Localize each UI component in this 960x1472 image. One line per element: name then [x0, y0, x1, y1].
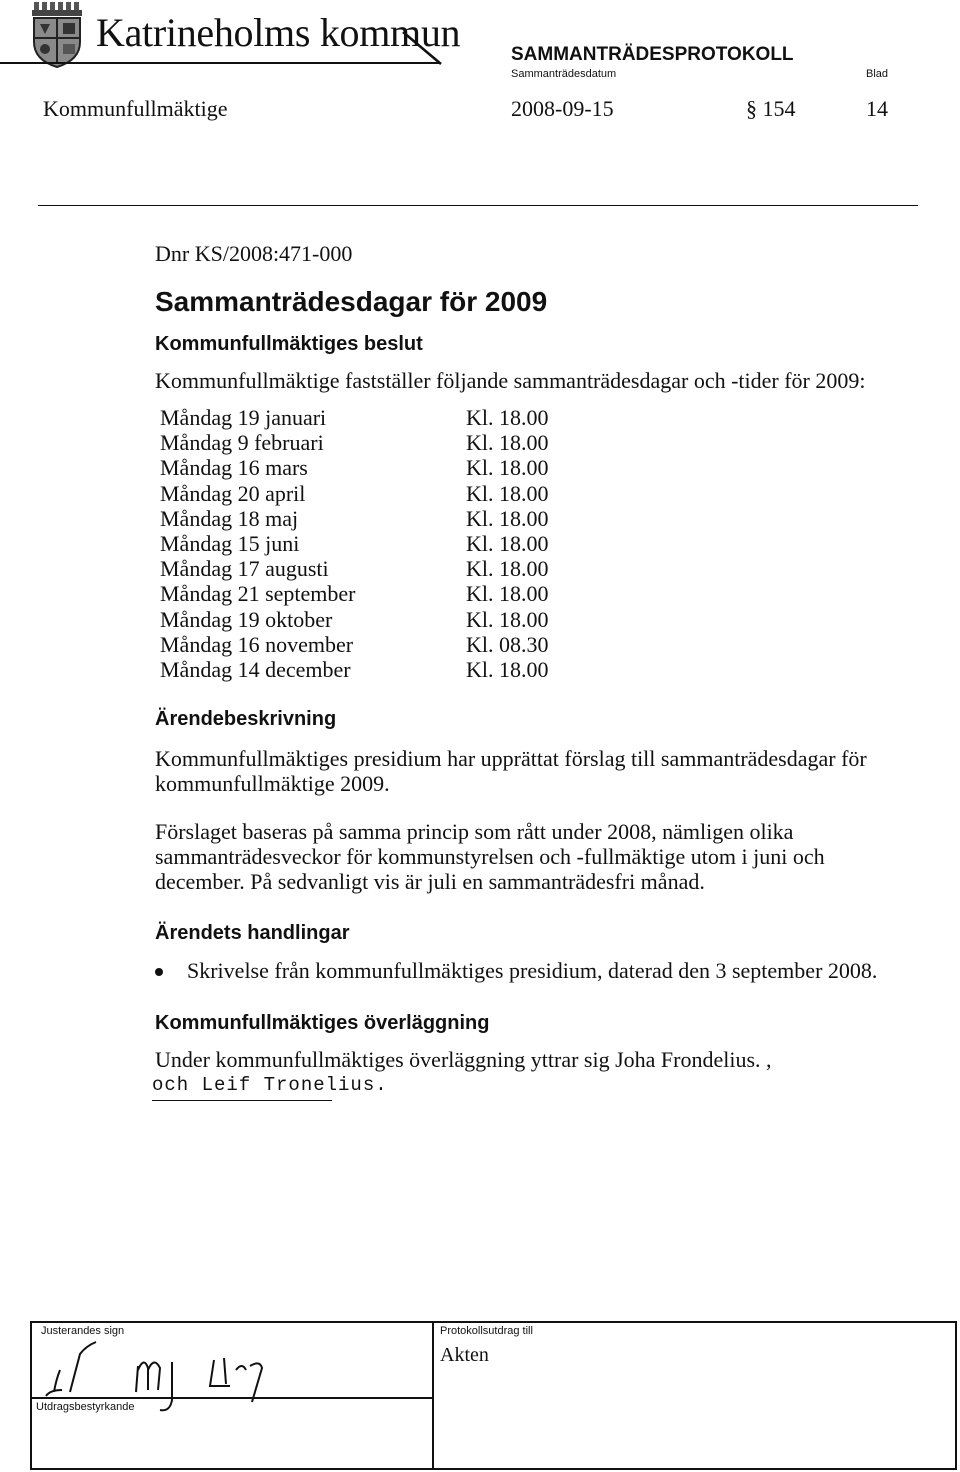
- case-documents-heading: Ärendets handlingar: [155, 922, 350, 944]
- schedule-time: Kl. 18.00: [466, 606, 549, 632]
- schedule-day: Måndag 17 augusti: [160, 556, 329, 582]
- schedule-day: Måndag 16 mars: [160, 455, 308, 481]
- handwritten-initials: [40, 1340, 320, 1420]
- deliberation-text: Under kommunfullmäktiges överläggning yttrar sig Joha Frondelius. ,: [155, 1047, 772, 1072]
- schedule-time: Kl. 18.00: [466, 505, 549, 531]
- schedule-day: Måndag 18 maj: [160, 505, 299, 531]
- document-title: Sammanträdesdagar för 2009: [155, 286, 548, 317]
- organisation-underline: [0, 62, 440, 64]
- header-stroke-mark: [395, 30, 445, 66]
- case-document-item: Skrivelse från kommunfullmäktiges presidium, daterad den 3 september 2008.: [187, 958, 878, 983]
- schedule-time: Kl. 18.00: [466, 581, 549, 607]
- extract-certification-label: Utdragsbestyrkande: [36, 1401, 135, 1413]
- schedule-day: Måndag 19 oktober: [160, 606, 333, 632]
- schedule-time: Kl. 18.00: [466, 656, 549, 682]
- registration-number: Dnr KS/2008:471-000: [155, 241, 353, 266]
- case-description-paragraph-2: Förslaget baseras på samma princip som rått under 2008, nämligen olika sammanträdesveckor för kommunstyrelsen och -fullmäktige utom i juni och december. På sedvanligt vis är juli en sammanträdesfri månad.: [155, 819, 825, 894]
- decision-body-name: Kommunfullmäktige: [43, 96, 228, 121]
- paragraph-number: § 154: [746, 96, 796, 121]
- schedule-time: Kl. 18.00: [466, 455, 549, 481]
- schedule-day: Måndag 16 november: [160, 631, 354, 657]
- protocol-extract-label: Protokollsutdrag till: [440, 1325, 533, 1337]
- schedule-time: Kl. 18.00: [466, 430, 549, 456]
- schedule-day: Måndag 14 december: [160, 656, 351, 682]
- adjusters-signature-label: Justerandes sign: [41, 1325, 125, 1337]
- addition-underline: [152, 1100, 332, 1101]
- bullet-icon: [155, 968, 163, 976]
- schedule-day: Måndag 15 juni: [160, 530, 300, 556]
- municipal-coat-of-arms-icon: [30, 2, 84, 68]
- meeting-date-label: Sammanträdesdatum: [511, 68, 617, 80]
- deliberation-typed-addition: och Leif Tronelius.: [152, 1074, 388, 1096]
- schedule-day: Måndag 9 februari: [160, 430, 324, 456]
- protocol-extract-recipient: Akten: [440, 1344, 489, 1366]
- protocol-title: SAMMANTRÄDESPROTOKOLL: [511, 44, 794, 65]
- sheet-number: 14: [866, 96, 888, 121]
- meeting-date: 2008-09-15: [511, 96, 614, 121]
- schedule-time: Kl. 08.30: [466, 631, 549, 657]
- organisation-name: Katrineholms kommun: [96, 10, 461, 55]
- schedule-time: Kl. 18.00: [466, 530, 549, 556]
- decision-text: Kommunfullmäktige fastställer följande sammanträdesdagar och -tider för 2009:: [155, 368, 866, 393]
- schedule-day: Måndag 19 januari: [160, 405, 327, 430]
- schedule-time: Kl. 18.00: [466, 405, 549, 430]
- schedule-time: Kl. 18.00: [466, 480, 549, 506]
- deliberation-heading: Kommunfullmäktiges överläggning: [155, 1012, 490, 1034]
- schedule-day: Måndag 20 april: [160, 480, 306, 506]
- case-description-paragraph-1: Kommunfullmäktiges presidium har upprättat förslag till sammanträdesdagar för kommunfullmäktige 2009.: [155, 746, 867, 796]
- decision-heading: Kommunfullmäktiges beslut: [155, 333, 423, 355]
- case-description-heading: Ärendebeskrivning: [155, 708, 337, 730]
- schedule-time: Kl. 18.00: [466, 556, 549, 582]
- sheet-label: Blad: [866, 68, 889, 80]
- header-divider: [38, 205, 918, 206]
- schedule-day: Måndag 21 september: [160, 581, 356, 607]
- signature-box-divider: [432, 1321, 434, 1470]
